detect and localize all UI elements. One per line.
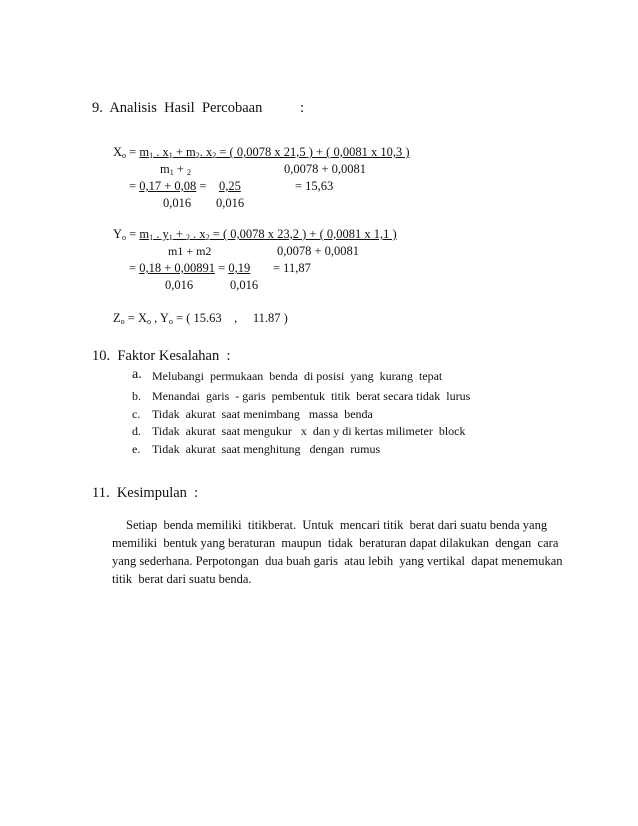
section-9-colon: : bbox=[300, 100, 305, 116]
conclusion-line-4: titik berat dari suatu benda. bbox=[112, 572, 252, 586]
section-9-title: 9. Analisis Hasil Percobaan bbox=[92, 100, 263, 116]
yo-calc-line: = 0,18 + 0,00891 = 0,19 bbox=[129, 261, 251, 275]
xo-denominator-values: 0,0078 + 0,0081 bbox=[284, 162, 367, 176]
conclusion-line-2: memiliki bentuk yang beraturan maupun tidak beraturan dapat dilakukan dengan cara bbox=[112, 536, 559, 550]
xo-denominator: $m_1 + _2$ bbox=[160, 162, 192, 177]
yo-denominator: m1 + m2 bbox=[168, 244, 212, 258]
error-item-text-a: Melubangi permukaan benda di posisi yang kurang tepat bbox=[152, 369, 443, 383]
error-item-text-e: Tidak akurat saat menghitung dengan rumus bbox=[152, 442, 381, 456]
section-11-title: 11. Kesimpulan : bbox=[92, 485, 199, 501]
yo-result: = 11,87 bbox=[273, 261, 311, 275]
xo-den-2: 0,016 bbox=[216, 196, 245, 210]
error-item-letter-a: a. bbox=[132, 367, 142, 382]
conclusion-line-1: Setiap benda memiliki titikberat. Untuk mencari titik berat dari suatu benda yang bbox=[126, 518, 548, 532]
error-item-letter-e: e. bbox=[132, 442, 141, 456]
error-item-letter-c: c. bbox=[132, 407, 141, 421]
yo-denominator-values: 0,0078 + 0,0081 bbox=[277, 244, 360, 258]
xo-result: = 15,63 bbox=[295, 179, 334, 193]
xo-den-1: 0,016 bbox=[163, 196, 192, 210]
yo-equation-line1: $Y_o = m_1$ . $y_1 + _2$ . $x_2$ = ( 0,0078 x 23,2 ) + ( 0,0081 x 1,1 ) bbox=[113, 227, 397, 242]
error-item-text-d: Tidak akurat saat mengukur x dan y di kertas milimeter block bbox=[152, 424, 466, 438]
error-item-letter-b: b. bbox=[132, 389, 141, 403]
zo-result-line: $Z_o = X_o$ , $Y_o$ = ( 15.63 , 11.87 ) bbox=[113, 311, 288, 326]
xo-equation-line1: $X_o = m_1$ . $x_1 + m_2$. $x_2$ = ( 0,0078 x 21,5 ) + ( 0,0081 x 10,3 ) bbox=[113, 145, 410, 160]
yo-den-2: 0,016 bbox=[230, 278, 259, 292]
yo-den-1: 0,016 bbox=[165, 278, 194, 292]
xo-calc-line: = 0,17 + 0,08 = 0,25 bbox=[129, 179, 241, 193]
conclusion-line-3: yang sederhana. Perpotongan dua buah garis atau lebih yang vertikal dapat menemukan bbox=[112, 554, 563, 568]
error-item-text-b: Menandai garis - garis pembentuk titik berat secara tidak lurus bbox=[152, 389, 471, 403]
section-10-title: 10. Faktor Kesalahan : bbox=[92, 348, 231, 364]
error-item-letter-d: d. bbox=[132, 424, 141, 438]
error-item-text-c: Tidak akurat saat menimbang massa benda bbox=[152, 407, 373, 421]
